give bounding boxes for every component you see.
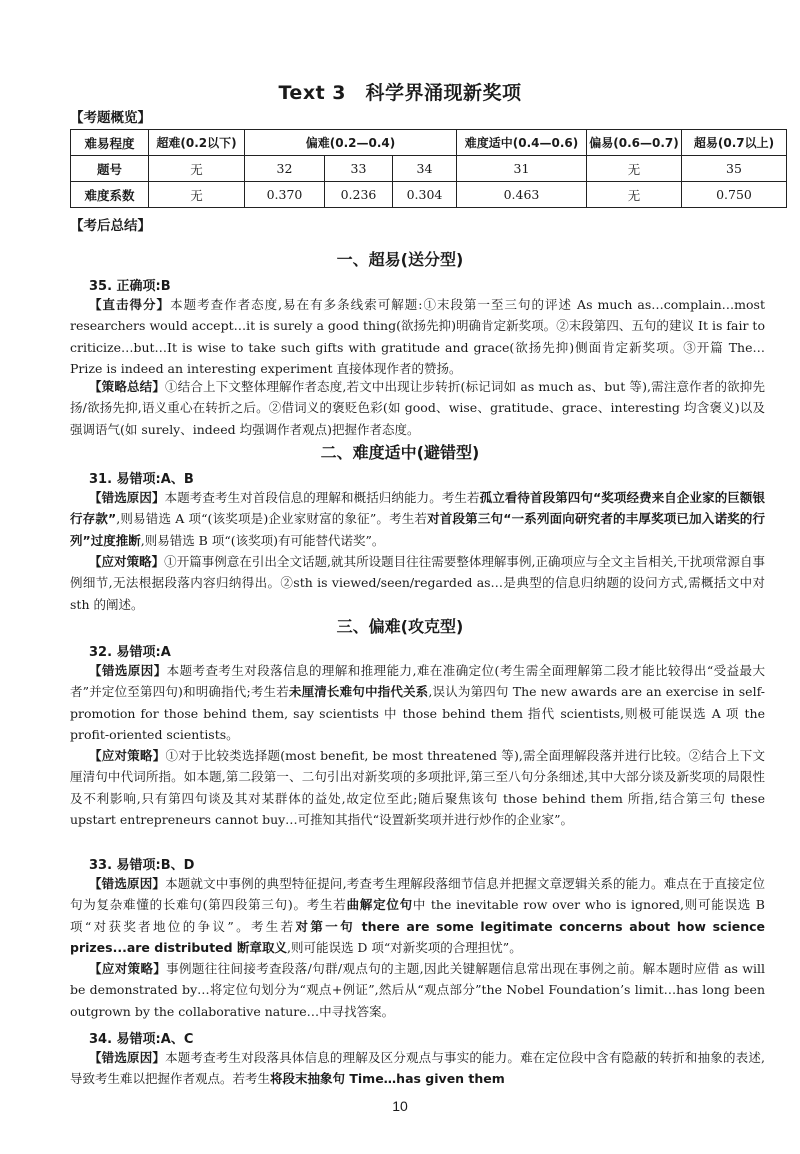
table-cell: 题号	[71, 156, 149, 182]
paragraph-text: 本题考查考生对段落具体信息的理解及区分观点与事实的能力。难在定位段中含有隐蔽的转折和抽象的表述,导致考生难以把握作者观点。若考生	[70, 1050, 765, 1087]
section-heading: 三、偏难(攻克型)	[336, 617, 464, 636]
paragraph	[70, 487, 765, 551]
table-cell: 超易(0.7以上)	[682, 130, 787, 156]
paragraph-tag: 【错选原因】	[89, 490, 165, 505]
paragraph-text: 本题就文中事例的典型特征提问,考查考生理解段落细节信息并把握文章逻辑关系的能力。难点在于直接定位句为复杂难懂的长难句(第四段第三句)。考生若	[70, 876, 765, 913]
paragraph	[70, 745, 765, 831]
paragraph-tag: 【应对策略】	[89, 748, 166, 763]
paragraph-text: 事例题往往间接考查段落/句群/观点句的主题,因此关键解题信息常出现在事例之前。解本题时应借 as will be demonstrated by…将定位句划分为“观点+例证”,然后从“观点部分”the Nobel Foundation’s limit…has long been outgrown by the collaborative nature…中寻找答案。	[70, 961, 765, 1019]
table-cell: 难度系数	[71, 182, 149, 208]
table-cell: 35	[682, 156, 787, 182]
paragraph	[70, 660, 765, 746]
table-cell: 33	[325, 156, 393, 182]
paragraph-tag: 【错选原因】	[89, 1050, 166, 1065]
table-cell: 无	[587, 182, 682, 208]
question-heading: 34. 易错项:A、C	[89, 1032, 194, 1047]
table-cell: 超难(0.2以下)	[149, 130, 245, 156]
table-header-row	[71, 130, 787, 156]
paragraph-text: ,则易错选 B 项“(该奖项)有可能替代诺奖”。	[140, 532, 385, 548]
page-number: 10	[392, 1098, 408, 1114]
paragraph-tag: 【策略总结】	[89, 379, 166, 394]
paragraph	[70, 294, 765, 380]
section-heading: 二、难度适中(避错型)	[320, 443, 480, 462]
paragraph	[70, 873, 765, 959]
table-cell: 0.370	[245, 182, 325, 208]
table-cell: 32	[245, 156, 325, 182]
overview-label: 【考题概览】	[70, 110, 151, 126]
emphasis-text: 未厘清长难句中指代关系	[288, 684, 429, 700]
table-cell: 偏易(0.6—0.7)	[587, 130, 682, 156]
emphasis-text: 将段末抽象句 Time…has given them	[270, 1071, 505, 1087]
table-row	[71, 182, 787, 208]
paragraph-text: ,则可能误选 D 项“对新奖项的合理担忧”。	[286, 940, 522, 956]
emphasis-text: 对第一句 there are some legitimate concerns about how science prizes...are distributed 断章取义	[70, 918, 765, 956]
paragraph-tag: 【应对策略】	[89, 554, 165, 569]
table-cell: 偏难(0.2—0.4)	[245, 130, 457, 156]
summary-label: 【考后总结】	[70, 218, 151, 234]
paragraph-text: 本题考查考生对首段信息的理解和概括归纳能力。考生若	[164, 490, 480, 505]
paragraph	[70, 551, 765, 615]
paragraph-text: ,误认为第四句 The new awards are an exercise in self-promotion for those behind them, say scientists 中 those behind them 指代 scientists,则极可能误选 A 项 the profit-oriented scientists。	[70, 684, 765, 743]
question-heading: 32. 易错项:A	[89, 645, 171, 660]
paragraph-tag: 【直击得分】	[89, 297, 171, 312]
paragraph-text: 本题考查考生对段落信息的理解和推理能力,难在准确定位(考生需全面理解第二段才能比较得出“受益最大者”并定位至第四句)和明确指代;考生若	[70, 663, 765, 700]
question-heading: 33. 易错项:B、D	[89, 858, 195, 873]
paragraph	[70, 958, 765, 1022]
table-cell: 无	[149, 156, 245, 182]
paragraph-text: ①对于比较类选择题(most benefit, be most threatened 等),需全面理解段落并进行比较。②结合上下文厘清句中代词所指。如本题,第二段第一、二句引出对新奖项的多项批评,第三至八句分条细述,其中大部分谈及新奖项的局限性及不利影响,只有第四句谈及其对某群体的益处,故定位至此;随后聚焦该句 those behind them 所指,结合第三句 these upstart entrepreneurs cannot buy…可推知其指代“设置新奖项并进行炒作的企业家”。	[70, 748, 765, 828]
paragraph	[70, 376, 765, 440]
paragraph-tag: 【错选原因】	[89, 876, 166, 891]
emphasis-text: 对首段第三句“一系列面向研究者的丰厚奖项已加入诺奖的行列”过度推断	[70, 511, 766, 548]
page-title: Text 3 科学界涌现新奖项	[278, 82, 522, 104]
table-cell: 31	[457, 156, 587, 182]
emphasis-text: 曲解定位句	[346, 897, 413, 913]
table-cell: 0.236	[325, 182, 393, 208]
table-cell: 无	[587, 156, 682, 182]
table-cell: 无	[149, 182, 245, 208]
table-cell: 0.463	[457, 182, 587, 208]
emphasis-text: 孤立看待首段第四句“奖项经费来自企业家的巨额银行存款”	[70, 490, 765, 527]
section-heading: 一、超易(送分型)	[336, 250, 464, 269]
question-heading: 31. 易错项:A、B	[89, 472, 194, 487]
paragraph-text: 中 the inevitable row over who is ignored,则可能误选 B 项“对获奖者地位的争议”。考生若	[70, 897, 765, 934]
paragraph-text: ①结合上下文整体理解作者态度,若文中出现让步转折(标记词如 as much as、but 等),需注意作者的欲抑先扬/欲扬先抑,语义重心在转折之后。②借词义的褒贬色彩(如 good、wise、gratitude、grace、interesting 均含褒义)以及强调语气(如 surely、indeed 均强调作者观点)把握作者态度。	[70, 379, 765, 437]
paragraph-tag: 【错选原因】	[89, 663, 167, 678]
table-cell: 难易程度	[71, 130, 149, 156]
table-cell: 难度适中(0.4—0.6)	[457, 130, 587, 156]
table-cell: 0.750	[682, 182, 787, 208]
paragraph-text: ①开篇事例意在引出全文话题,就其所设题目往往需要整体理解事例,正确项应与全文主旨相关,干扰项常源自事例细节,无法根据段落内容归纳得出。②sth is viewed/seen/regarded as…是典型的信息归纳题的设问方式,需概括文中对 sth 的阐述。	[70, 554, 765, 612]
table-cell: 0.304	[393, 182, 457, 208]
paragraph	[70, 1047, 765, 1090]
difficulty-table	[70, 129, 787, 208]
question-heading: 35. 正确项:B	[89, 279, 171, 294]
table-row	[71, 156, 787, 182]
paragraph-tag: 【应对策略】	[89, 961, 167, 976]
paragraph-text: 本题考查作者态度,易在有多条线索可解题:①末段第一至三句的评述 As much as…complain…most researchers would accept…it is surely a good thing(欲扬先抑)明确肯定新奖项。②末段第四、五句的建议 It is fair to criticize…but…It is wise to take such gifts with gratitude and grace(欲扬先抑)侧面肯定新奖项。③开篇 The…Prize is indeed an interesting experiment 直接体现作者的赞扬。	[70, 297, 765, 377]
table-cell: 34	[393, 156, 457, 182]
paragraph-text: ,则易错选 A 项“(该奖项是)企业家财富的象征”。考生若	[116, 511, 428, 527]
